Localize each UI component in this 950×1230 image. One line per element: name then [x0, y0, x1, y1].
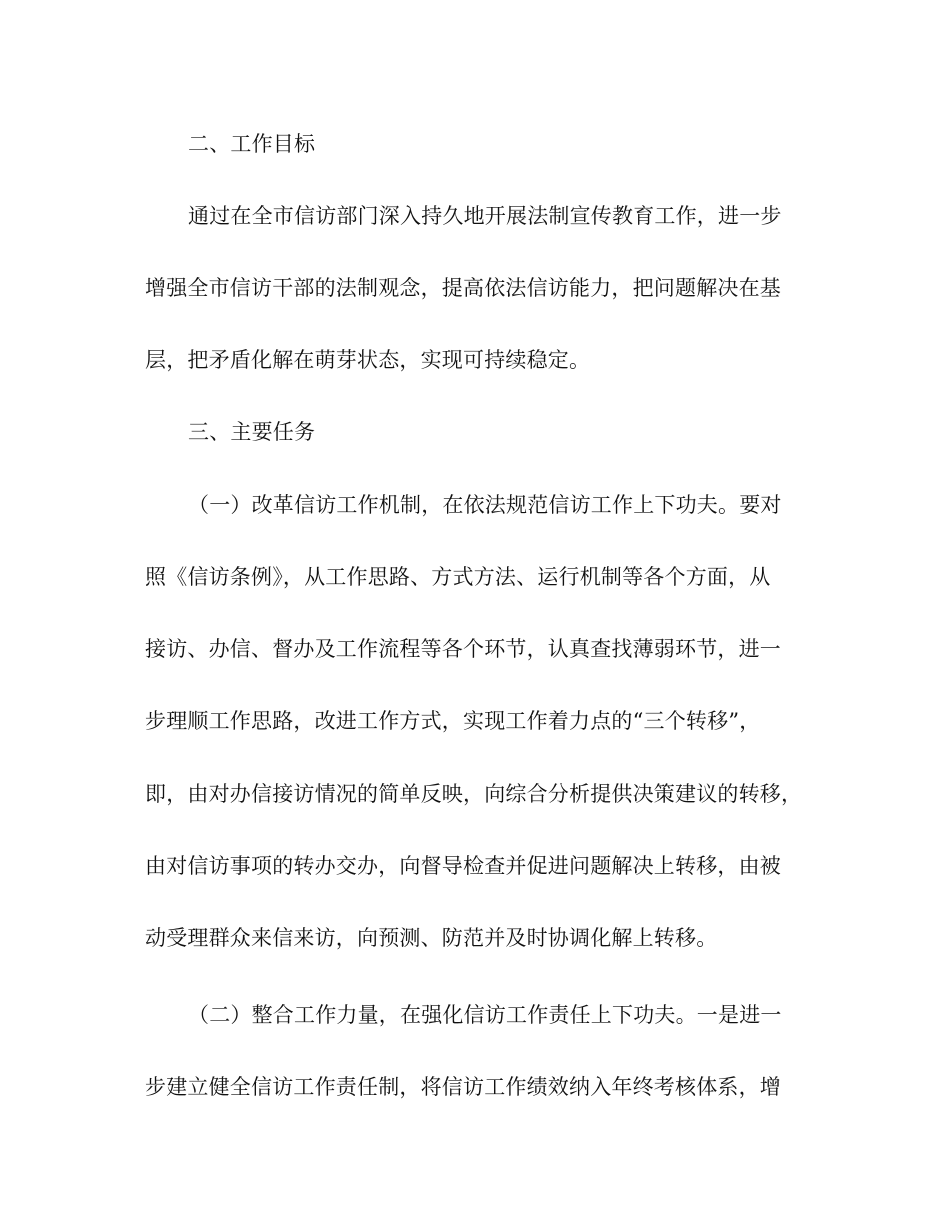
paragraph-line: 通过在全市信访部门深入持久地开展法制宣传教育工作，进一步 [188, 204, 782, 228]
paragraph-line: 照《信访条例》，从工作思路、方式方法、运行机制等各个方面，从 [145, 565, 771, 589]
section-heading-tasks: 三、主要任务 [188, 420, 316, 444]
paragraph-line: （一）改革信访工作机制，在依法规范信访工作上下功夫。要对 [188, 493, 782, 517]
paragraph-line: 层，把矛盾化解在萌芽状态，实现可持续稳定。 [145, 348, 591, 372]
paragraph-line: 接访、办信、督办及工作流程等各个环节，认真查找薄弱环节，进一 [145, 637, 781, 661]
paragraph-line: 步建立健全信访工作责任制，将信访工作绩效纳入年终考核体系，增 [145, 1075, 781, 1099]
paragraph-line: 即，由对办信接访情况的简单反映，向综合分析提供决策建议的转移， [145, 782, 803, 806]
section-heading-goals: 二、工作目标 [188, 132, 316, 156]
paragraph-line: 步理顺工作思路，改进工作方式，实现工作着力点的“三个转移”， [145, 709, 761, 733]
paragraph-line: 增强全市信访干部的法制观念，提高依法信访能力，把问题解决在基 [145, 276, 781, 300]
paragraph-line: 由对信访事项的转办交办，向督导检查并促进问题解决上转移，由被 [145, 854, 781, 878]
paragraph-line: （二）整合工作力量，在强化信访工作责任上下功夫。一是进一 [188, 1003, 782, 1027]
paragraph-line: 动受理群众来信来访，向预测、防范并及时协调化解上转移。 [145, 926, 718, 950]
